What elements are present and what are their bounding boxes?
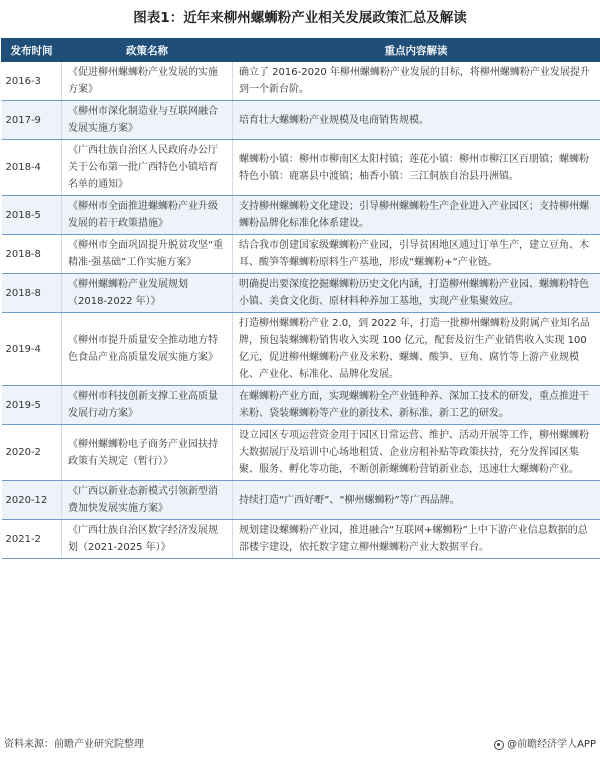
cell-content: 打造柳州螺蛳粉产业 2.0，到 2022 年，打造一批柳州螺蛳粉及附属产业知名品牌，预包装螺蛳粉销售收入实现 100 亿元，配套及衍生产业销售收入实现 100 亿元，促进柳州螺蛳粉产业及米粉、螺蛳、酸笋、豆角、腐竹等上游产业规模化、产业化、标准化、品牌化发展。 (233, 313, 600, 386)
footer (0, 735, 600, 755)
cell-content: 确立了 2016-2020 年柳州螺蛳粉产业发展的目标，将柳州螺蛳粉产业发展提升到一个新台阶。 (233, 62, 600, 101)
table-header-row (2, 39, 600, 62)
header-date: 发布时间 (2, 39, 62, 62)
table-row (2, 386, 600, 425)
cell-policy: 《广西以新业态新模式引领新型消费加快发展实施方案》 (62, 481, 233, 520)
cell-policy: 《柳州市科技创新支撑工业高质量发展行动方案》 (62, 386, 233, 425)
cell-policy: 《柳州市全面巩固提升脱贫攻坚“重精准·强基础”工作实施方案》 (62, 235, 233, 274)
brand-logo-icon (494, 740, 504, 750)
cell-content: 规划建设螺蛳粉产业园，推进融合“互联网+螺蛳粉”上中下游产业信息数据的总部楼宇建设，依托数字建立柳州螺蛳粉产业大数据平台。 (233, 520, 600, 559)
cell-content: 培育壮大螺蛳粉产业规模及电商销售规模。 (233, 101, 600, 140)
cell-content: 明确提出要深度挖掘螺蛳粉历史文化内涵，打造柳州螺蛳粉产业园、螺蛳粉特色小镇、美食文化街、原材料种养加工基地，实现产业集聚效应。 (233, 274, 600, 313)
cell-content: 结合我市创建国家级螺蛳粉产业园，引导贫困地区通过订单生产，建立豆角、木耳、酸笋等螺蛳粉原料生产基地，形成“螺蛳粉+”产业链。 (233, 235, 600, 274)
cell-date: 2017-9 (2, 101, 62, 140)
table-row (2, 425, 600, 481)
cell-date: 2019-5 (2, 386, 62, 425)
table-row (2, 235, 600, 274)
table-row (2, 140, 600, 196)
cell-date: 2018-5 (2, 196, 62, 235)
table-row (2, 101, 600, 140)
cell-content: 在螺蛳粉产业方面，实现螺蛳粉全产业链种养、深加工技术的研发，重点推进干米粉、袋装螺蛳粉等产业的新技术、新标准、新工艺的研发。 (233, 386, 600, 425)
cell-content: 持续打造“广西好嘢”、“柳州螺蛳粉”等广西品牌。 (233, 481, 600, 520)
cell-date: 2020-12 (2, 481, 62, 520)
table-row (2, 196, 600, 235)
cell-policy: 《柳州螺蛳粉电子商务产业园扶持政策有关规定（暂行）》 (62, 425, 233, 481)
table-row (2, 520, 600, 559)
policy-table (1, 38, 600, 559)
header-content: 重点内容解读 (233, 39, 600, 62)
cell-policy: 《柳州市提升质量安全推动地方特色食品产业高质量发展实施方案》 (62, 313, 233, 386)
cell-policy: 《柳州市深化制造业与互联网融合发展实施方案》 (62, 101, 233, 140)
table-body (2, 62, 600, 559)
cell-date: 2018-8 (2, 274, 62, 313)
cell-content: 支持柳州螺蛳粉文化建设；引导柳州螺蛳粉生产企业进入产业园区；支持柳州螺蛳粉品牌化标准化体系建设。 (233, 196, 600, 235)
page-title: 图表1：近年来柳州螺蛳粉产业相关发展政策汇总及解读 (133, 10, 467, 26)
brand (494, 735, 596, 755)
cell-date: 2020-2 (2, 425, 62, 481)
brand-label: @前瞻经济学人APP (507, 739, 596, 750)
cell-date: 2018-4 (2, 140, 62, 196)
cell-policy: 《广西壮族自治区数字经济发展规划（2021-2025 年）》 (62, 520, 233, 559)
cell-policy: 《促进柳州螺蛳粉产业发展的实施方案》 (62, 62, 233, 101)
cell-date: 2019-4 (2, 313, 62, 386)
cell-content: 设立园区专项运营资金用于园区日常运营、维护、活动开展等工作，柳州螺蛳粉大数据展厅及培训中心场地租赁、企业房租补贴等政策扶持，充分发挥园区集聚、服务、孵化等功能，不断创新螺蛳粉营销新业态，迅速壮大螺蛳粉产业。 (233, 425, 600, 481)
header-policy: 政策名称 (62, 39, 233, 62)
table-row (2, 62, 600, 101)
cell-date: 2016-3 (2, 62, 62, 101)
table-row (2, 313, 600, 386)
cell-date: 2021-2 (2, 520, 62, 559)
cell-date: 2018-8 (2, 235, 62, 274)
table-row (2, 481, 600, 520)
source-note: 资料来源：前瞻产业研究院整理 (4, 739, 144, 750)
table-row (2, 274, 600, 313)
cell-policy: 《广西壮族自治区人民政府办公厅关于公布第一批广西特色小镇培育名单的通知》 (62, 140, 233, 196)
cell-content: 螺蛳粉小镇：柳州市柳南区太阳村镇；莲花小镇：柳州市柳江区百朋镇；螺蛳粉特色小镇：鹿寨县中渡镇；柚香小镇：三江侗族自治县丹洲镇。 (233, 140, 600, 196)
cell-policy: 《柳州螺蛳粉产业发展规划（2018-2022 年）》 (62, 274, 233, 313)
cell-policy: 《柳州市全面推进螺蛳粉产业升级发展的若干政策措施》 (62, 196, 233, 235)
